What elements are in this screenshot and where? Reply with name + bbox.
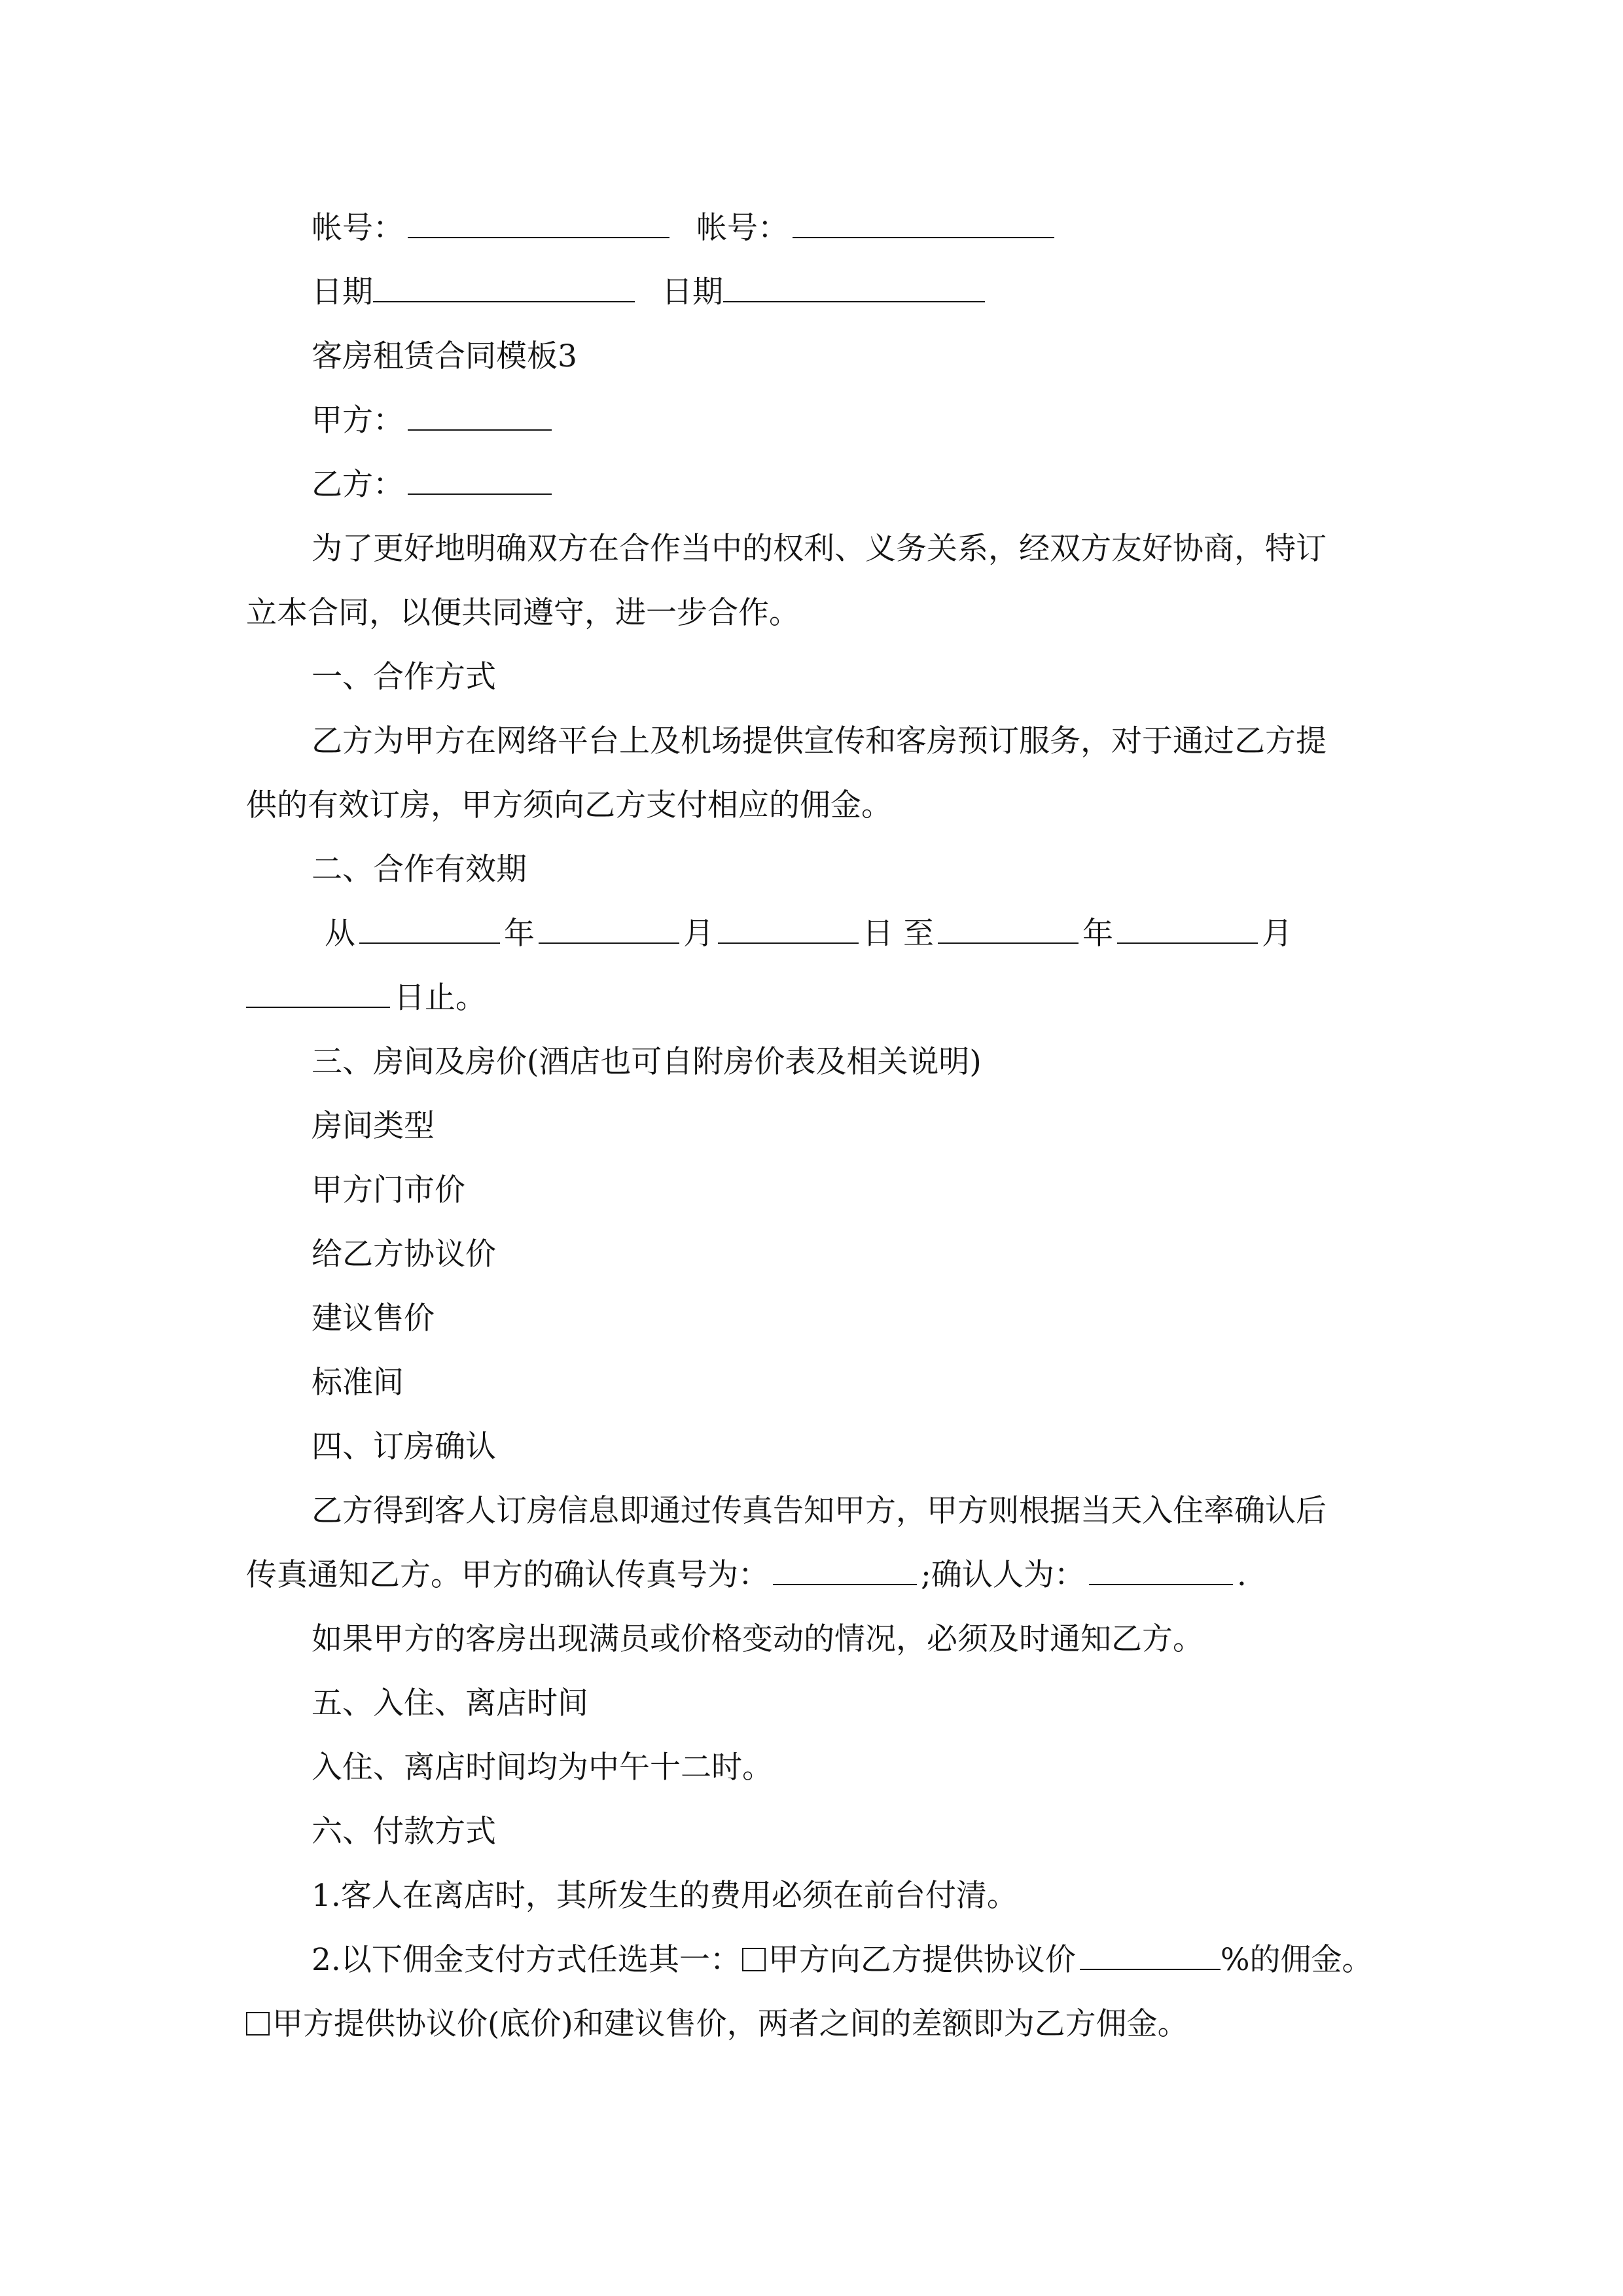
month-label-2: 月 [1261, 916, 1293, 952]
contract-title: 客房租赁合同模板3 [312, 338, 577, 374]
section-5-line-1: 入住、离店时间均为中午十二时。 [312, 1749, 773, 1785]
month-label: 月 [683, 916, 714, 952]
start-year-blank [359, 903, 500, 944]
start-month-blank [539, 903, 679, 944]
section-2-end-row [246, 966, 1398, 1030]
party-b-label: 乙方： [312, 467, 404, 503]
date-label-a: 日期 [312, 274, 373, 310]
confirmer-label: ;确认人为： [921, 1557, 1085, 1593]
section-6-heading: 六、付款方式 [312, 1814, 496, 1850]
section-4-line-1: 乙方得到客人订房信息即通过传真告知甲方，甲方则根据当天入住率确认后 [312, 1493, 1327, 1529]
section-4-line-3: 如果甲方的客房出现满员或价格变动的情况，必须及时通知乙方。 [312, 1621, 1204, 1657]
room-item: 标准间 [312, 1365, 404, 1401]
party-a-blank [408, 390, 552, 431]
option-2-text: 甲方提供协议价(底价)和建议售价，两者之间的差额即为乙方佣金。 [272, 2006, 1188, 2042]
section-1-heading: 一、合作方式 [312, 659, 496, 695]
room-item: 房间类型 [312, 1108, 435, 1144]
day-end-label: 日止。 [394, 980, 486, 1016]
section-1-line-2: 供的有效订房，甲方须向乙方支付相应的佣金。 [246, 787, 892, 823]
day-to-label: 日 至 [863, 916, 934, 952]
fax-number-blank [773, 1545, 917, 1585]
section-2-heading: 二、合作有效期 [312, 852, 527, 888]
intro-line-2: 立本合同，以便共同遵守，进一步合作。 [246, 595, 800, 631]
payment-choice-label: 2.以下佣金支付方式任选其一： [312, 1942, 741, 1978]
payment-item-1: 1.客人在离店时，其所发生的费用必须在前台付清。 [312, 1878, 1018, 1914]
end-month-blank [1117, 903, 1258, 944]
account-blank-a [408, 198, 669, 238]
from-label: 从 [325, 916, 355, 952]
checkbox-option-2[interactable] [246, 2012, 270, 2036]
option-1-text: 甲方向乙方提供协议价 [768, 1942, 1076, 1978]
date-blank-a [373, 262, 635, 302]
confirmer-blank [1089, 1545, 1233, 1585]
year-label-2: 年 [1082, 916, 1113, 952]
section-4-heading: 四、订房确认 [312, 1429, 496, 1465]
account-label-b: 帐号： [696, 210, 789, 246]
party-b-blank [408, 454, 552, 495]
start-day-blank [718, 903, 859, 944]
period: . [1236, 1557, 1247, 1593]
party-b-row [246, 453, 1398, 517]
intro-line-1: 为了更好地明确双方在合作当中的权利、义务关系，经双方友好协商，特订 [312, 531, 1327, 567]
commission-percent-blank [1080, 1929, 1221, 1970]
section-5-heading: 五、入住、离店时间 [312, 1685, 588, 1721]
account-row [246, 196, 1398, 260]
room-item: 甲方门市价 [312, 1172, 465, 1208]
end-day-blank [246, 967, 390, 1008]
fax-number-label: 传真通知乙方。甲方的确认传真号为： [246, 1557, 769, 1593]
commission-suffix: %的佣金。 [1220, 1942, 1373, 1978]
payment-item-2 [246, 1928, 1398, 1992]
party-a-label: 甲方： [312, 403, 404, 439]
room-item: 建议售价 [312, 1300, 435, 1336]
checkbox-option-1[interactable] [742, 1948, 766, 1971]
section-3-heading: 三、房间及房价(酒店也可自附房价表及相关说明) [312, 1044, 982, 1080]
account-blank-b [793, 198, 1054, 238]
room-item: 给乙方协议价 [312, 1236, 496, 1272]
date-blank-b [723, 262, 985, 302]
payment-option-2-row [246, 1992, 1398, 2056]
year-label: 年 [504, 916, 535, 952]
end-year-blank [938, 903, 1079, 944]
party-a-row [246, 389, 1398, 453]
account-label-a: 帐号： [312, 210, 404, 246]
date-row [246, 260, 1398, 325]
section-2-dates-row [246, 902, 1398, 966]
section-1-line-1: 乙方为甲方在网络平台上及机场提供宣传和客房预订服务，对于通过乙方提 [312, 723, 1327, 759]
section-4-line-2 [246, 1543, 1398, 1607]
date-label-b: 日期 [661, 274, 723, 310]
